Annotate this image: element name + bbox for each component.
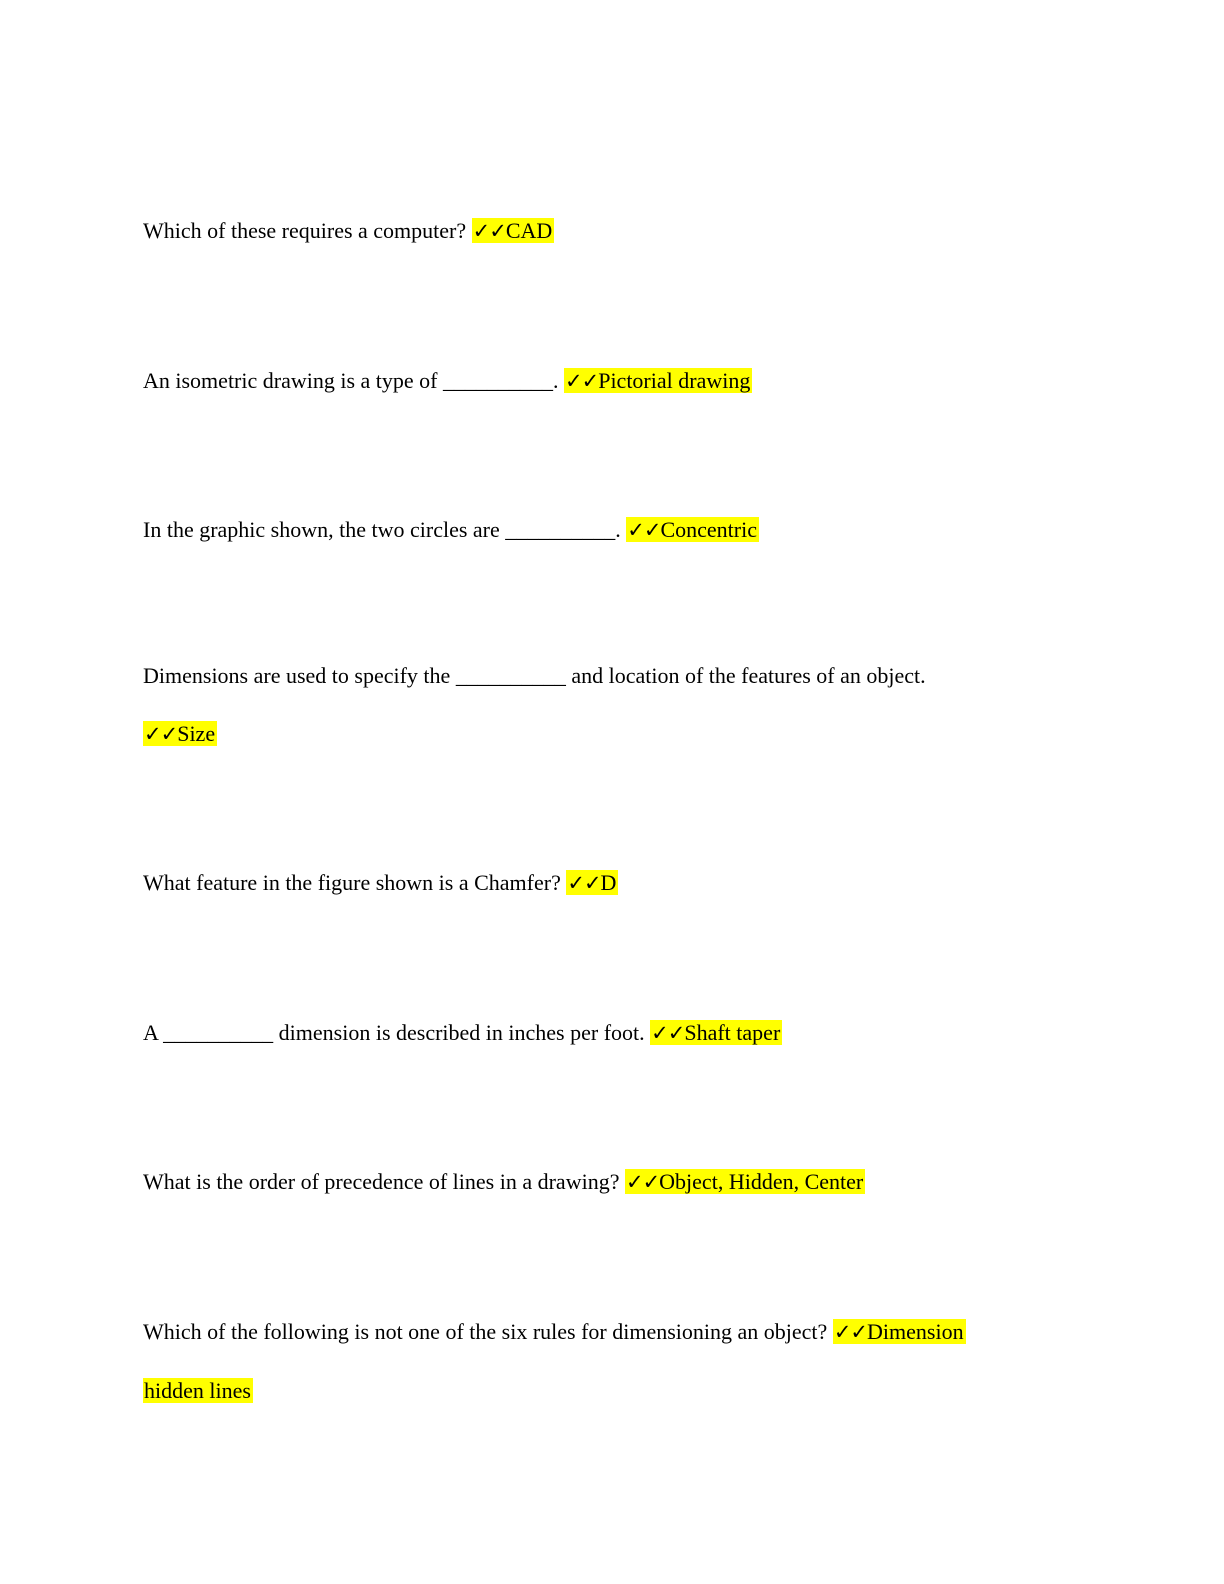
question-text: Dimensions are used to specify the __________ and location of the features of an object.: [143, 663, 926, 688]
answer-highlight: [472, 218, 555, 243]
question-8: [143, 1317, 966, 1347]
answer-highlight: [564, 368, 752, 393]
check-icon: ✓✓: [472, 219, 506, 243]
question-text: A __________ dimension is described in inches per foot.: [143, 1020, 651, 1045]
question-1: [143, 216, 554, 246]
answer-text: Concentric: [660, 517, 757, 542]
check-icon: ✓✓: [625, 1170, 660, 1194]
question-8-answer-continuation: [143, 1376, 253, 1406]
question-text: An isometric drawing is a type of __________.: [143, 368, 564, 393]
answer-text-continued: hidden lines: [144, 1378, 251, 1403]
answer-text: D: [600, 870, 617, 895]
check-icon: ✓✓: [144, 722, 178, 746]
question-7: [143, 1167, 865, 1197]
answer-highlight: [833, 1319, 966, 1344]
answer-highlight: [143, 721, 217, 746]
answer-text: CAD: [505, 218, 553, 243]
question-2: [143, 366, 752, 396]
answer-text: Dimension: [867, 1319, 964, 1344]
question-text: What feature in the figure shown is a Chamfer?: [143, 870, 567, 895]
check-icon: ✓✓: [565, 369, 599, 393]
check-icon: ✓✓: [651, 1021, 685, 1045]
question-6: [143, 1018, 782, 1048]
check-icon: ✓✓: [627, 518, 661, 542]
answer-text: Pictorial drawing: [598, 368, 751, 393]
question-4: [143, 661, 926, 691]
question-3: [143, 515, 759, 545]
answer-text: Shaft taper: [684, 1020, 781, 1045]
question-text: Which of these requires a computer?: [143, 218, 472, 243]
question-text: Which of the following is not one of the six rules for dimensioning an object?: [143, 1319, 833, 1344]
answer-text: Object, Hidden, Center: [659, 1169, 864, 1194]
answer-highlight: [625, 1169, 865, 1194]
question-4-answer-line: [143, 719, 217, 749]
check-icon: ✓✓: [833, 1320, 868, 1344]
answer-highlight: [566, 870, 618, 895]
answer-highlight: [626, 517, 759, 542]
check-icon: ✓✓: [567, 871, 601, 895]
question-text: In the graphic shown, the two circles are __________.: [143, 517, 627, 542]
answer-text: Size: [177, 721, 216, 746]
question-5: [143, 868, 618, 898]
answer-highlight: [650, 1020, 782, 1045]
question-text: What is the order of precedence of lines in a drawing?: [143, 1169, 625, 1194]
answer-highlight: [143, 1378, 253, 1403]
